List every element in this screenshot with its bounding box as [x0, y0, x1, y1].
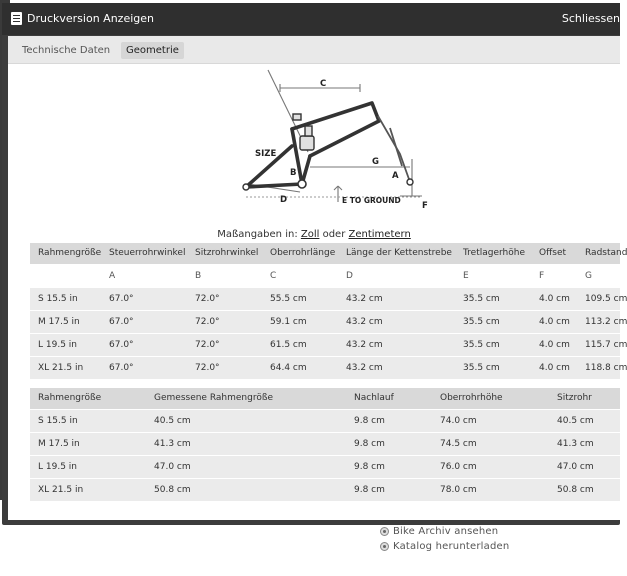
modal-titlebar [2, 3, 620, 35]
table-cell: XL 21.5 in [30, 356, 101, 379]
table-header-row [30, 388, 620, 409]
table-cell: 50.8 cm [146, 478, 346, 501]
modal-content [8, 36, 627, 520]
table-cell: 9.8 cm [346, 432, 432, 455]
table-cell: 47.0 cm [146, 455, 346, 478]
table-cell: S 15.5 in [30, 409, 146, 432]
table-row [30, 432, 620, 455]
column-header: Oberrohrlänge [262, 243, 338, 264]
table-row [30, 409, 620, 432]
document-icon [11, 12, 22, 25]
column-header: Oberrohrhöhe [432, 388, 549, 409]
table-cell: 50.8 cm [549, 478, 620, 501]
table-cell: M 17.5 in [30, 432, 146, 455]
label-a: A [392, 171, 399, 181]
tab-bar [8, 36, 620, 64]
table-header-row [30, 243, 620, 264]
column-header: Länge der Kettenstrebe [338, 243, 455, 264]
units-zentimetern-link[interactable]: Zentimetern [348, 229, 411, 240]
label-f: F [422, 201, 428, 211]
table-cell: L 19.5 in [30, 455, 146, 478]
table-cell: 55.5 cm [262, 287, 338, 310]
bullet-icon [380, 527, 389, 536]
table-cell: 47.0 cm [549, 455, 620, 478]
dimension-lines [246, 70, 422, 202]
table-cell: 109.5 cm [577, 287, 620, 310]
table-cell: 72.0° [187, 356, 262, 379]
table-cell: 115.7 cm [577, 333, 620, 356]
label-g: G [372, 157, 379, 167]
table-cell: 41.3 cm [146, 432, 346, 455]
print-modal [2, 3, 627, 525]
table-cell: 64.4 cm [262, 356, 338, 379]
column-header: Rahmengröße [30, 243, 101, 264]
units-zoll-link[interactable]: Zoll [300, 229, 320, 240]
modal-title: Druckversion Anzeigen [27, 12, 154, 25]
table-cell: 35.5 cm [455, 310, 531, 333]
frame-geometry-diagram [230, 74, 430, 224]
table-cell: XL 21.5 in [30, 478, 146, 501]
dimension-letter: D [338, 264, 455, 287]
dimension-letter: C [262, 264, 338, 287]
table-cell: 4.0 cm [531, 333, 577, 356]
table-cell: 40.5 cm [146, 409, 346, 432]
table-cell: 43.2 cm [338, 356, 455, 379]
tab-geometrie[interactable]: Geometrie [121, 42, 184, 59]
table-cell: 72.0° [187, 333, 262, 356]
label-e: E TO GROUND [342, 196, 401, 205]
table-cell: 72.0° [187, 310, 262, 333]
table-cell: 67.0° [101, 310, 187, 333]
background-links [380, 524, 509, 554]
dimension-letter: F [531, 264, 577, 287]
table-row [30, 455, 620, 478]
label-b: B [290, 168, 297, 178]
column-header: Gemessene Rahmengröße [146, 388, 346, 409]
close-button[interactable]: Schliessen [561, 12, 620, 25]
table-row [30, 310, 620, 333]
column-header: Sitzrohr [549, 388, 620, 409]
table-cell: 74.5 cm [432, 432, 549, 455]
table-cell: 113.2 cm [577, 310, 620, 333]
catalog-download-label: Katalog herunterladen [393, 541, 510, 552]
table-cell: 118.8 cm [577, 356, 620, 379]
label-c: C [320, 79, 327, 89]
table-cell: 35.5 cm [455, 333, 531, 356]
dimension-letter [30, 264, 101, 287]
column-header: Radstand [577, 243, 620, 264]
table-cell: 4.0 cm [531, 310, 577, 333]
table-cell: 67.0° [101, 356, 187, 379]
table-cell: 9.8 cm [346, 455, 432, 478]
label-d: D [280, 195, 288, 205]
table-cell: 43.2 cm [338, 333, 455, 356]
table-cell: 43.2 cm [338, 287, 455, 310]
bike-archive-link[interactable] [380, 524, 509, 539]
label-size: SIZE [255, 149, 277, 159]
table-row [30, 478, 620, 501]
dimension-letter: E [455, 264, 531, 287]
table-cell: 59.1 cm [262, 310, 338, 333]
dimension-letter-row [30, 264, 620, 287]
table-cell: 41.3 cm [549, 432, 620, 455]
table-cell: S 15.5 in [30, 287, 101, 310]
column-header: Nachlauf [346, 388, 432, 409]
geometry-table-primary [30, 243, 627, 380]
table-cell: 9.8 cm [346, 478, 432, 501]
table-cell: M 17.5 in [30, 310, 101, 333]
catalog-download-link[interactable] [380, 539, 509, 554]
table-cell: 74.0 cm [432, 409, 549, 432]
column-header: Rahmengröße [30, 388, 146, 409]
table-cell: 67.0° [101, 287, 187, 310]
table-cell: 61.5 cm [262, 333, 338, 356]
units-prefix: Maßangaben in: [217, 229, 298, 240]
dimension-letter: G [577, 264, 620, 287]
geometry-table-secondary [30, 388, 620, 502]
table-cell: 35.5 cm [455, 356, 531, 379]
table-cell: 76.0 cm [432, 455, 549, 478]
column-header: Tretlagerhöhe [455, 243, 531, 264]
table-cell: 67.0° [101, 333, 187, 356]
table-cell: 72.0° [187, 287, 262, 310]
bike-archive-label: Bike Archiv ansehen [393, 526, 499, 537]
units-oder: oder [322, 229, 346, 240]
table-cell: 4.0 cm [531, 287, 577, 310]
table-cell: 43.2 cm [338, 310, 455, 333]
table-cell: 40.5 cm [549, 409, 620, 432]
column-header: Offset [531, 243, 577, 264]
dimension-letter: A [101, 264, 187, 287]
dimension-letter: B [187, 264, 262, 287]
table-row [30, 333, 620, 356]
column-header: Steuerrohrwinkel [101, 243, 187, 264]
table-cell: 35.5 cm [455, 287, 531, 310]
units-selector [8, 229, 620, 240]
table-cell: 78.0 cm [432, 478, 549, 501]
table-cell: 4.0 cm [531, 356, 577, 379]
table-row [30, 356, 620, 379]
table-cell: 9.8 cm [346, 409, 432, 432]
tab-technische-daten[interactable]: Technische Daten [22, 45, 111, 56]
table-row [30, 287, 620, 310]
bullet-icon [380, 542, 389, 551]
column-header: Sitzrohrwinkel [187, 243, 262, 264]
table-cell: L 19.5 in [30, 333, 101, 356]
